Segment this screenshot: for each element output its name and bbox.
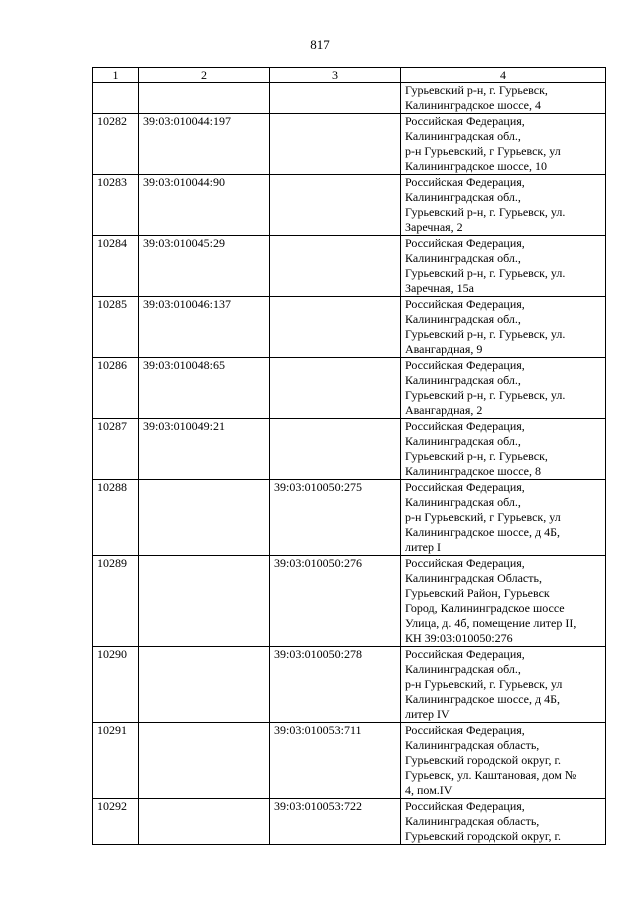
address-line: КН 39:03:010050:276 (405, 631, 513, 645)
address-cell (401, 799, 606, 845)
address-line: Калининградская область, (405, 814, 540, 828)
table-row (93, 647, 606, 723)
row-number-cell: 10283 (93, 175, 139, 236)
header-col-2: 2 (139, 68, 270, 83)
address-line: Калининградское шоссе, 8 (405, 464, 541, 478)
address-line: Город, Калининградское шоссе (405, 601, 565, 615)
cadastral-number-cell: 39:03:010050:276 (270, 556, 401, 647)
address-cell (401, 647, 606, 723)
address-line: Гурьевский городской округ, г. (405, 753, 562, 767)
address-line: Калининградское шоссе, д 4Б, (405, 692, 560, 706)
page-number: 817 (310, 37, 330, 52)
address-line: Калининградская обл., (405, 434, 521, 448)
row-number-cell: 10291 (93, 723, 139, 799)
cadastral-number-cell (139, 647, 270, 723)
table-row (93, 723, 606, 799)
address-line: Российская Федерация, (405, 419, 525, 433)
cadastral-number-cell (139, 556, 270, 647)
address-line: Калининградская обл., (405, 662, 521, 676)
address-cell (401, 358, 606, 419)
register-table (92, 67, 606, 845)
address-line: Российская Федерация, (405, 799, 525, 813)
cadastral-number-cell (139, 723, 270, 799)
cadastral-number-cell (270, 83, 401, 114)
header-col-3: 3 (270, 68, 401, 83)
row-number-cell (93, 83, 139, 114)
row-number-cell: 10284 (93, 236, 139, 297)
row-number-cell: 10282 (93, 114, 139, 175)
header-col-1: 1 (93, 68, 139, 83)
address-cell (401, 114, 606, 175)
table-row (93, 556, 606, 647)
cadastral-number-cell (270, 419, 401, 480)
address-cell (401, 723, 606, 799)
cadastral-number-cell: 39:03:010044:197 (139, 114, 270, 175)
address-line: р-н Гурьевский, г Гурьевск, ул (405, 510, 561, 524)
cadastral-number-cell: 39:03:010050:278 (270, 647, 401, 723)
address-line: Заречная, 15а (405, 281, 474, 295)
cadastral-number-cell (270, 358, 401, 419)
table-row (93, 297, 606, 358)
cadastral-number-cell (139, 83, 270, 114)
address-line: Гурьевский Район, Гурьевск (405, 586, 550, 600)
address-line: Калининградское шоссе, д 4Б, (405, 525, 560, 539)
address-line: Российская Федерация, (405, 556, 525, 570)
address-line: Российская Федерация, (405, 297, 525, 311)
table-row (93, 83, 606, 114)
cadastral-number-cell: 39:03:010044:90 (139, 175, 270, 236)
cadastral-number-cell (139, 480, 270, 556)
cadastral-number-cell (270, 175, 401, 236)
address-line: Российская Федерация, (405, 175, 525, 189)
table-row (93, 799, 606, 845)
address-line: Калининградская обл., (405, 312, 521, 326)
address-line: Калининградская область, (405, 738, 540, 752)
address-line: Калининградская обл., (405, 495, 521, 509)
row-number-cell: 10286 (93, 358, 139, 419)
address-line: литер I (405, 540, 441, 554)
address-line: Гурьевский р-н, г. Гурьевск, ул. (405, 327, 566, 341)
address-line: Гурьевский р-н, г. Гурьевск, (405, 449, 548, 463)
address-line: Гурьевский р-н, г. Гурьевск, ул. (405, 205, 566, 219)
table-row (93, 236, 606, 297)
address-line: Калининградская обл., (405, 190, 521, 204)
row-number-cell: 10285 (93, 297, 139, 358)
row-number-cell: 10292 (93, 799, 139, 845)
table-row (93, 358, 606, 419)
address-line: р-н Гурьевский, г. Гурьевск, ул (405, 677, 563, 691)
address-cell (401, 297, 606, 358)
address-line: Гурьевский р-н, г. Гурьевск, ул. (405, 388, 566, 402)
header-col-4: 4 (401, 68, 606, 83)
cadastral-number-cell: 39:03:010049:21 (139, 419, 270, 480)
address-cell (401, 556, 606, 647)
address-line: Калининградское шоссе, 10 (405, 159, 547, 173)
address-line: Российская Федерация, (405, 236, 525, 250)
address-line: Калининградское шоссе, 4 (405, 98, 541, 112)
cadastral-number-cell (270, 236, 401, 297)
table-body (93, 83, 606, 845)
address-line: Улица, д. 4б, помещение литер II, (405, 616, 577, 630)
address-cell (401, 83, 606, 114)
table-row (93, 175, 606, 236)
address-line: Российская Федерация, (405, 480, 525, 494)
address-line: Калининградская обл., (405, 373, 521, 387)
row-number-cell: 10287 (93, 419, 139, 480)
row-number-cell: 10290 (93, 647, 139, 723)
cadastral-number-cell: 39:03:010053:711 (270, 723, 401, 799)
cadastral-number-cell: 39:03:010053:722 (270, 799, 401, 845)
table-row (93, 419, 606, 480)
address-line: Гурьевский р-н, г. Гурьевск, (405, 83, 548, 97)
address-line: Российская Федерация, (405, 114, 525, 128)
address-cell (401, 236, 606, 297)
address-cell (401, 419, 606, 480)
cadastral-number-cell: 39:03:010046:137 (139, 297, 270, 358)
cadastral-number-cell (270, 297, 401, 358)
address-line: Гурьевск, ул. Каштановая, дом № (405, 768, 577, 782)
address-line: Российская Федерация, (405, 358, 525, 372)
cadastral-number-cell: 39:03:010048:65 (139, 358, 270, 419)
address-cell (401, 480, 606, 556)
address-line: Гурьевский городской округ, г. (405, 829, 562, 843)
cadastral-number-cell (270, 114, 401, 175)
table-row (93, 480, 606, 556)
address-line: Калининградская обл., (405, 251, 521, 265)
table-row (93, 114, 606, 175)
address-line: Калининградская Область, (405, 571, 542, 585)
cadastral-number-cell: 39:03:010050:275 (270, 480, 401, 556)
address-line: 4, пом.IV (405, 783, 453, 797)
row-number-cell: 10288 (93, 480, 139, 556)
address-line: Заречная, 2 (405, 220, 463, 234)
address-line: литер IV (405, 707, 450, 721)
address-line: Российская Федерация, (405, 723, 525, 737)
address-line: Авангардная, 9 (405, 342, 483, 356)
address-line: Калининградская обл., (405, 129, 521, 143)
address-line: Авангардная, 2 (405, 403, 483, 417)
address-cell (401, 175, 606, 236)
address-line: Гурьевский р-н, г. Гурьевск, ул. (405, 266, 566, 280)
cadastral-number-cell: 39:03:010045:29 (139, 236, 270, 297)
row-number-cell: 10289 (93, 556, 139, 647)
address-line: р-н Гурьевский, г Гурьевск, ул (405, 144, 561, 158)
address-line: Российская Федерация, (405, 647, 525, 661)
cadastral-number-cell (139, 799, 270, 845)
header-row (93, 68, 606, 83)
